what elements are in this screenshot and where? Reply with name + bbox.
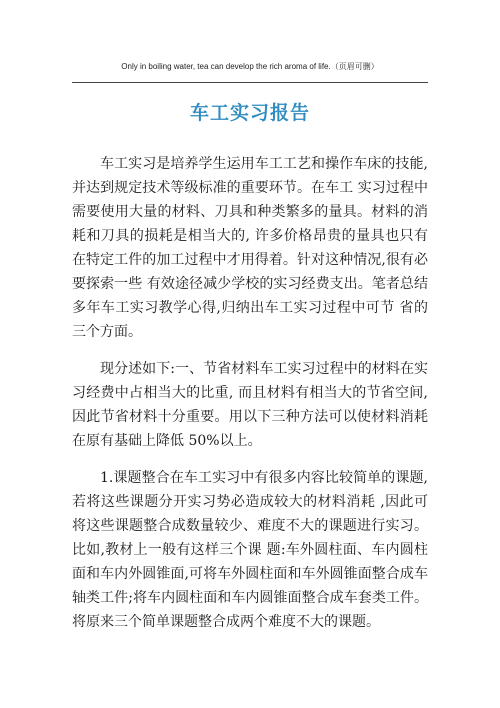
- paragraph-section-one: 现分述如下:一、节省材料车工实习过程中的材料在实习经费中占相当大的比重, 而且材料有相当大的节省空间,因此节省材料十分重要。用以下三种方法可以使材料消耗在原有基础上降低 50%以上。: [72, 361, 428, 449]
- header-divider: [72, 82, 428, 83]
- document-body: [72, 152, 428, 647]
- document-title: 车工实习报告: [189, 102, 310, 124]
- page-header: Only in boiling water, tea can develop the rich aroma of life.（页眉可删）: [121, 62, 379, 71]
- paragraph-topic-integration: 1.课题整合在车工实习中有很多内容比较简单的课题,若将这些课题分开实习势必造成较大的材料消耗 ,因此可将这些课题整合成数量较少、难度不大的课题进行实习。比如,教材上一般有这样三个课 题:车外圆柱面、车内圆柱面和车内外圆锥面,可将车外圆柱面和车外圆锥面整合成车轴类工件;将车内圆柱面和车内圆锥面整合成车套类工件。将原来三个简单课题整合成两个难度不大的课题。: [72, 470, 428, 630]
- paragraph-intro: 车工实习是培养学生运用车工工艺和操作车床的技能,并达到规定技术等级标准的重要环节。在车工 实习过程中需要使用大量的材料、刀具和种类繁多的量具。材料的消耗和刀具的损耗是相当大的, 许多价格昂贵的量具也只有在特定工件的加工过程中才用得着。针对这种情况,很有必要探索一些 有效途径减少学校的实习经费支出。笔者总结多年车工实习教学心得,归纳出车工实习过程中可节 省的三个方面。: [72, 156, 428, 340]
